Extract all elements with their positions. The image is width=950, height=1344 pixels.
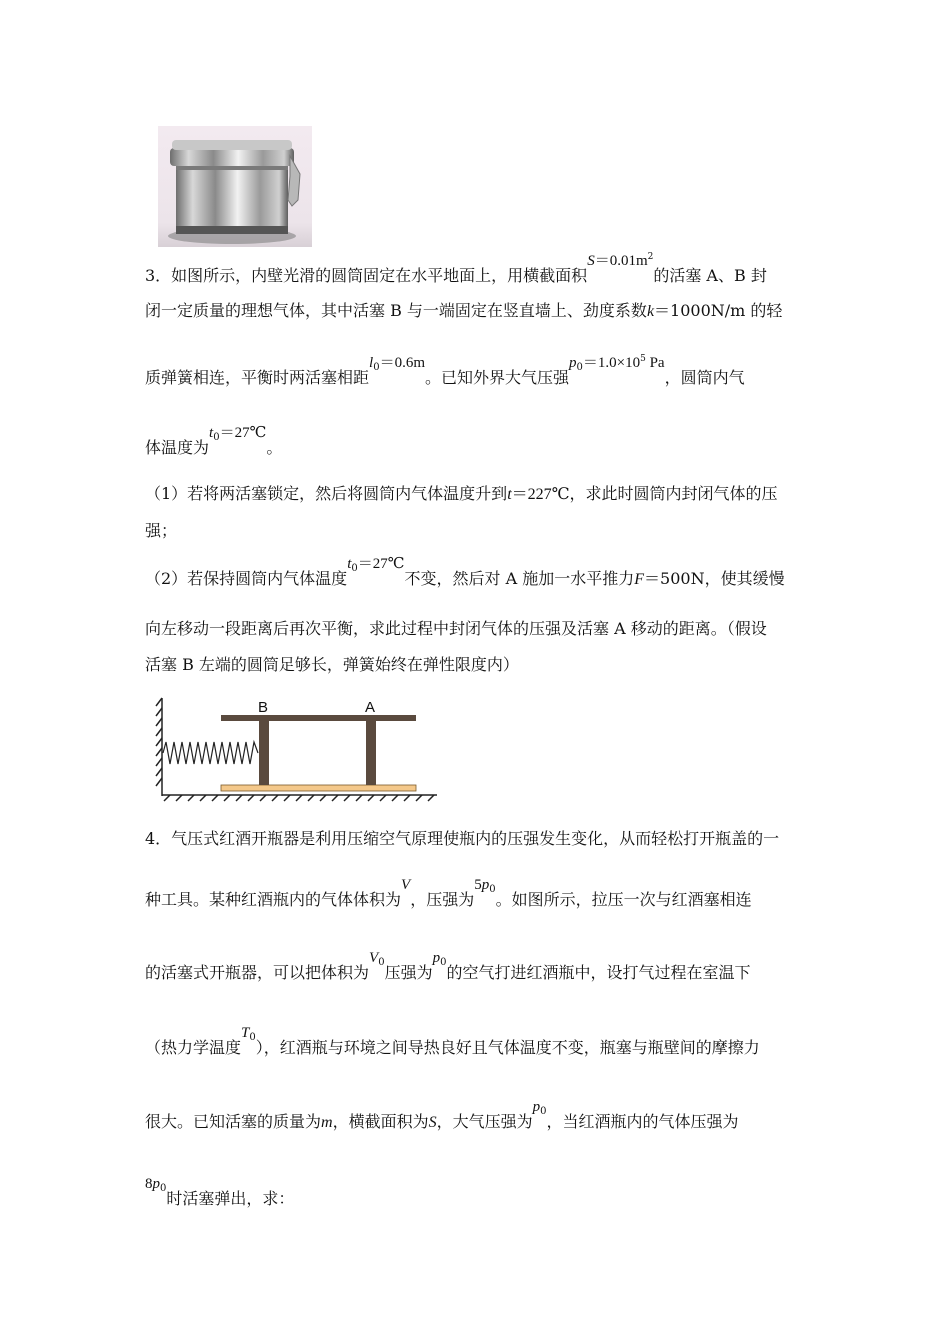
q4-line-2: 种工具。某种红酒瓶内的气体体积为V，压强为$5p_0$。如图所示，拉压一次与红酒塞相连 [145,877,752,909]
cylinder-top-wall [221,715,416,721]
q4-line-1: 4．气压式红酒开瓶器是利用压缩空气原理使瓶内的压强发生变化，从而轻松打开瓶盖的一 [145,829,780,848]
piston-spring-diagram [155,696,440,802]
label-b: B [258,699,269,716]
spring [163,742,258,764]
q3-line-1: 3．如图所示，内壁光滑的圆筒固定在水平地面上，用横截面积$S=0.01m^2$的活塞 A、B 封 [145,252,767,285]
q3-sub2-line-1: （2）若保持圆筒内气体温度$t_0=27℃$不变，然后对 A 施加一水平推力F＝500N，使其缓慢 [145,556,785,588]
ground [162,795,437,801]
q3-sub1-line-1: （1）若将两活塞锁定，然后将圆筒内气体温度升到t＝227℃，求此时圆筒内封闭气体的压 [145,484,778,503]
q3-line-4: 体温度为$t_0=27℃$。 [145,425,283,457]
q4-line-4: （热力学温度$T_0$），红酒瓶与环境之间导热良好且气体温度不变，瓶塞与瓶壁间的摩擦力 [145,1025,760,1057]
cylinder-bottom-wall [221,785,416,791]
wall [156,698,162,796]
canister-photo [158,126,312,247]
q4-line-6: $8p_0$时活塞弹出，求： [145,1176,295,1208]
q4-line-3: 的活塞式开瓶器，可以把体积为$V_0$压强为$p_0$的空气打进红酒瓶中，设打气过程在室温下 [145,950,751,982]
q3-line-2: 闭一定质量的理想气体，其中活塞 B 与一端固定在竖直墙上、劲度系数k＝1000N/m 的轻 [145,301,783,320]
q3-line-3: 质弹簧相连，平衡时两活塞相距$l_0=0.6m$。已知外界大气压强$p_0=1.0\times 10^5$ Pa，圆筒内气 [145,354,745,387]
piston-a [366,721,376,785]
q4-line-5: 很大。已知活塞的质量为m，横截面积为S，大气压强为$p_0$，当红酒瓶内的气体压强为 [145,1099,739,1131]
label-a: A [365,699,376,716]
q3-sub2-line-3: 活塞 B 左端的圆筒足够长，弹簧始终在弹性限度内） [145,655,519,674]
q3-sub2-line-2: 向左移动一段距离后再次平衡，求此过程中封闭气体的压强及活塞 A 移动的距离。（假设 [145,619,767,638]
q3-sub1-line-2: 强； [145,521,178,540]
piston-b [259,721,269,785]
